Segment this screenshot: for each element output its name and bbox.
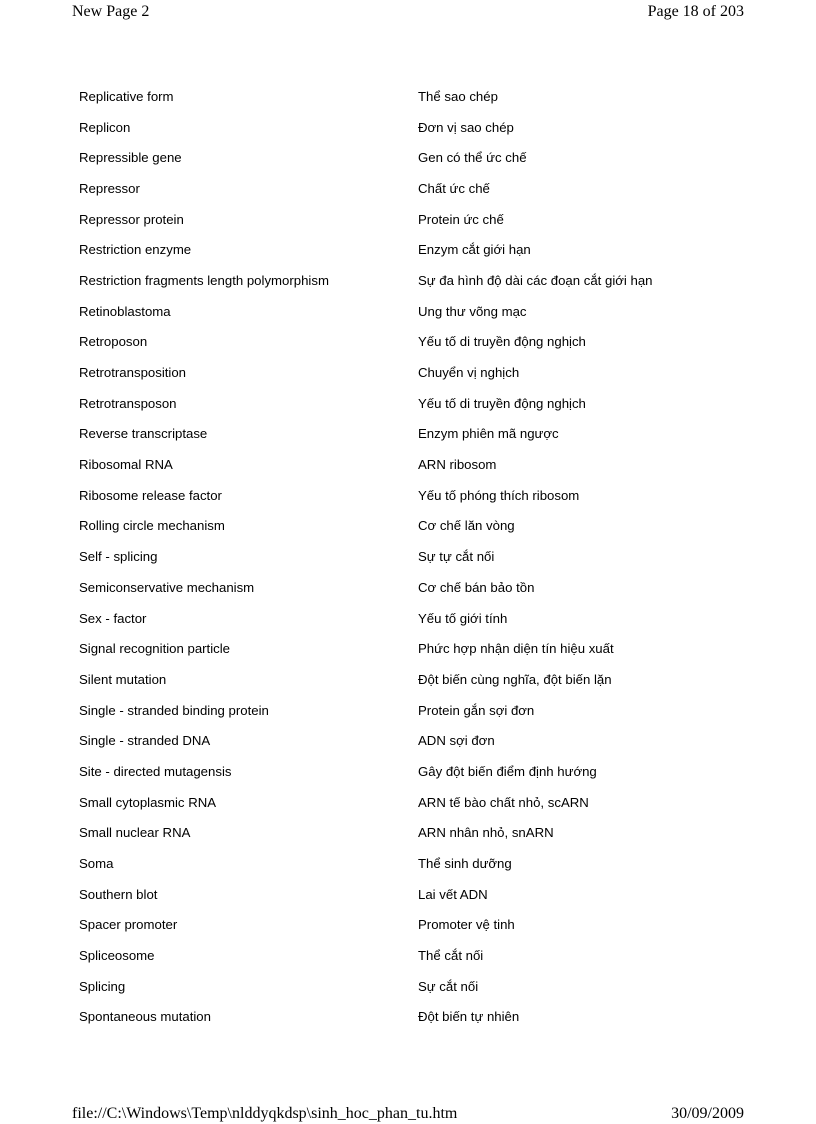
glossary-row	[79, 787, 759, 818]
glossary-row	[79, 480, 759, 511]
vietnamese-meaning: Yếu tố di truyền động nghịch	[418, 395, 586, 411]
glossary-row	[79, 725, 759, 756]
vietnamese-meaning: Sự tự cắt nối	[418, 549, 495, 565]
english-term: Ribosomal RNA	[79, 457, 173, 473]
glossary-row	[79, 327, 759, 358]
vietnamese-meaning: Đột biến cùng nghĩa, đột biến lặn	[418, 671, 612, 687]
english-term: Reverse transcriptase	[79, 426, 208, 442]
vietnamese-meaning: Thể cắt nối	[418, 948, 484, 964]
glossary-row	[79, 1002, 759, 1033]
english-term: Single - stranded DNA	[79, 733, 211, 749]
vietnamese-meaning: Gen có thể ức chế	[418, 150, 527, 166]
glossary-row	[79, 879, 759, 910]
glossary-row	[79, 971, 759, 1002]
vietnamese-meaning: Đột biến tự nhiên	[418, 1009, 520, 1025]
vietnamese-meaning: Thể sao chép	[418, 88, 498, 104]
glossary-row	[79, 541, 759, 572]
english-term: Replicative form	[79, 88, 174, 104]
glossary-table	[79, 81, 759, 1032]
vietnamese-meaning: Cơ chế bán bảo tồn	[418, 579, 535, 595]
glossary-row	[79, 848, 759, 879]
english-term: Restriction fragments length polymorphism	[79, 272, 329, 288]
print-date: 30/09/2009	[671, 1105, 744, 1122]
vietnamese-meaning: Chuyển vị nghịch	[418, 365, 520, 381]
glossary-row	[79, 695, 759, 726]
english-term: Site - directed mutagensis	[79, 763, 232, 779]
glossary-row	[79, 81, 759, 112]
vietnamese-meaning: Phức hợp nhận diện tín hiệu xuất	[418, 641, 614, 657]
english-term: Southern blot	[79, 886, 158, 902]
english-term: Small nuclear RNA	[79, 825, 191, 841]
english-term: Silent mutation	[79, 671, 167, 687]
glossary-row	[79, 419, 759, 450]
english-term: Spliceosome	[79, 948, 155, 964]
vietnamese-meaning: Lai vết ADN	[418, 886, 488, 902]
english-term: Ribosome release factor	[79, 487, 222, 503]
glossary-row	[79, 265, 759, 296]
file-path: file://C:\Windows\Temp\nlddyqkdsp\sinh_hoc_phan_tu.htm	[72, 1105, 458, 1122]
vietnamese-meaning: Gây đột biến điểm định hướng	[418, 763, 597, 779]
english-term: Repressor protein	[79, 211, 184, 227]
page-number: Page 18 of 203	[647, 3, 744, 20]
glossary-row	[79, 633, 759, 664]
glossary-row	[79, 296, 759, 327]
glossary-row	[79, 756, 759, 787]
english-term: Repressible gene	[79, 150, 182, 166]
vietnamese-meaning: Cơ chế lăn vòng	[418, 518, 515, 534]
glossary-row	[79, 664, 759, 695]
glossary-row	[79, 572, 759, 603]
glossary-row	[79, 173, 759, 204]
glossary-row	[79, 234, 759, 265]
vietnamese-meaning: Ung thư võng mạc	[418, 303, 527, 319]
english-term: Splicing	[79, 978, 126, 994]
glossary-row	[79, 603, 759, 634]
glossary-row	[79, 449, 759, 480]
english-term: Spontaneous mutation	[79, 1009, 211, 1025]
vietnamese-meaning: ARN tế bào chất nhỏ, scARN	[418, 794, 589, 810]
vietnamese-meaning: Chất ức chế	[418, 180, 490, 196]
english-term: Repressor	[79, 180, 140, 196]
english-term: Rolling circle mechanism	[79, 518, 225, 534]
english-term: Retrotransposon	[79, 395, 177, 411]
vietnamese-meaning: Enzym phiên mã ngược	[418, 426, 559, 442]
vietnamese-meaning: Yếu tố phóng thích ribosom	[418, 487, 580, 503]
english-term: Retroposon	[79, 334, 148, 350]
vietnamese-meaning: ARN nhân nhỏ, snARN	[418, 825, 554, 841]
glossary-row	[79, 388, 759, 419]
english-term: Soma	[79, 856, 114, 872]
glossary-row	[79, 910, 759, 941]
english-term: Sex - factor	[79, 610, 147, 626]
english-term: Retinoblastoma	[79, 303, 171, 319]
vietnamese-meaning: Promoter vệ tinh	[418, 917, 515, 933]
glossary-row	[79, 511, 759, 542]
vietnamese-meaning: Sự cắt nối	[418, 978, 479, 994]
english-term: Restriction enzyme	[79, 242, 192, 258]
vietnamese-meaning: Thể sinh dưỡng	[418, 856, 512, 872]
glossary-row	[79, 818, 759, 849]
english-term: Self - splicing	[79, 549, 158, 565]
glossary-row	[79, 112, 759, 143]
glossary-row	[79, 357, 759, 388]
vietnamese-meaning: Yếu tố giới tính	[418, 610, 508, 626]
english-term: Small cytoplasmic RNA	[79, 794, 217, 810]
english-term: Replicon	[79, 119, 131, 135]
page-title: New Page 2	[72, 3, 150, 20]
english-term: Retrotransposition	[79, 365, 187, 381]
vietnamese-meaning: ARN ribosom	[418, 457, 497, 473]
vietnamese-meaning: Protein gắn sợi đơn	[418, 702, 535, 718]
vietnamese-meaning: Protein ức chế	[418, 211, 504, 227]
glossary-row	[79, 142, 759, 173]
english-term: Spacer promoter	[79, 917, 178, 933]
english-term: Single - stranded binding protein	[79, 702, 269, 718]
glossary-row	[79, 940, 759, 971]
vietnamese-meaning: Đơn vị sao chép	[418, 119, 514, 135]
vietnamese-meaning: Sự đa hình độ dài các đoạn cắt giới hạn	[418, 272, 653, 288]
vietnamese-meaning: Yếu tố di truyền động nghịch	[418, 334, 586, 350]
english-term: Semiconservative mechanism	[79, 579, 255, 595]
vietnamese-meaning: ADN sợi đơn	[418, 733, 495, 749]
english-term: Signal recognition particle	[79, 641, 231, 657]
glossary-row	[79, 204, 759, 235]
vietnamese-meaning: Enzym cắt giới hạn	[418, 242, 531, 258]
